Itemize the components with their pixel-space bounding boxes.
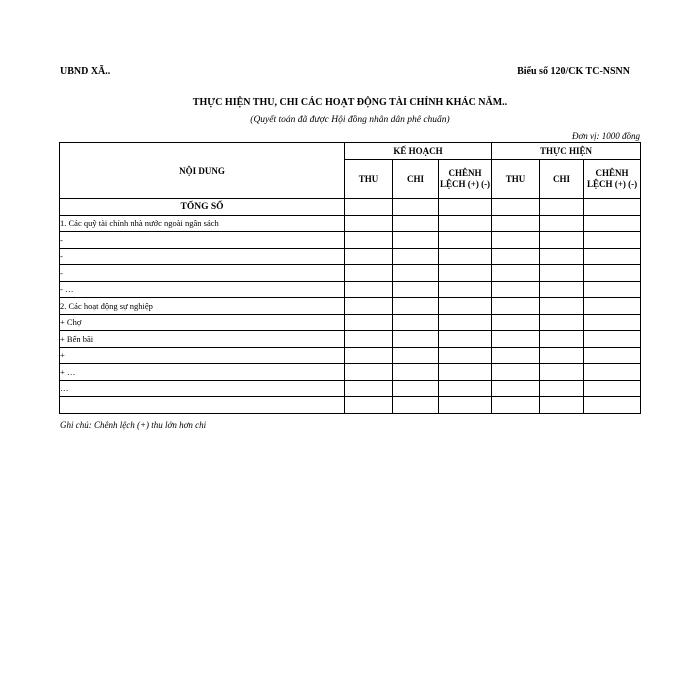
row-label: TỔNG SỐ [60, 199, 345, 216]
cell [584, 364, 641, 381]
cell [584, 298, 641, 315]
row-label: 2. Các hoạt động sự nghiệp [60, 298, 345, 315]
cell [345, 364, 393, 381]
cell [492, 265, 540, 282]
cell [439, 331, 492, 348]
cell [345, 199, 393, 216]
cell [492, 364, 540, 381]
cell [345, 215, 393, 232]
cell [540, 331, 584, 348]
cell [439, 380, 492, 397]
cell [345, 265, 393, 282]
unit-label: Đơn vị: 1000 đồng [571, 131, 640, 141]
cell [584, 199, 641, 216]
header-actual-chi: CHI [540, 160, 584, 199]
cell [492, 347, 540, 364]
table-row [60, 397, 641, 414]
row-label: + Chợ [60, 314, 345, 331]
cell [439, 281, 492, 298]
cell [393, 281, 439, 298]
cell [345, 248, 393, 265]
cell [439, 248, 492, 265]
table-row [60, 314, 641, 331]
cell [584, 347, 641, 364]
cell [492, 248, 540, 265]
cell [345, 298, 393, 315]
cell [540, 314, 584, 331]
document-subtitle: (Quyết toán đã được Hội đồng nhân dân phê chuẩn) [250, 115, 450, 125]
table-row [60, 331, 641, 348]
footnote: Ghi chú: Chênh lệch (+) thu lớn hơn chi [60, 420, 207, 430]
table-row [60, 364, 641, 381]
row-label: - [60, 265, 345, 282]
cell [393, 298, 439, 315]
table-row [60, 347, 641, 364]
cell [492, 314, 540, 331]
cell [584, 331, 641, 348]
row-label: - … [60, 281, 345, 298]
table-row [60, 199, 641, 216]
cell [439, 232, 492, 249]
cell [540, 232, 584, 249]
cell [345, 281, 393, 298]
table-row [60, 248, 641, 265]
cell [492, 281, 540, 298]
cell [393, 397, 439, 414]
header-content: NỘI DUNG [60, 143, 345, 199]
table-row [60, 232, 641, 249]
cell [492, 199, 540, 216]
cell [584, 215, 641, 232]
row-label: - [60, 232, 345, 249]
cell [584, 281, 641, 298]
header-plan-chi: CHI [393, 160, 439, 199]
cell [584, 265, 641, 282]
header-plan: KẾ HOẠCH [345, 143, 492, 160]
cell [584, 397, 641, 414]
issuer-label: UBND XÃ.. [60, 66, 111, 77]
cell [439, 215, 492, 232]
table-row [60, 380, 641, 397]
cell [393, 380, 439, 397]
cell [393, 232, 439, 249]
form-number: Biểu số 120/CK TC-NSNN [517, 66, 630, 77]
cell [345, 347, 393, 364]
cell [540, 364, 584, 381]
cell [439, 265, 492, 282]
cell [492, 298, 540, 315]
cell [492, 215, 540, 232]
cell [393, 265, 439, 282]
table-row [60, 298, 641, 315]
cell [439, 298, 492, 315]
cell [540, 397, 584, 414]
cell [439, 364, 492, 381]
row-label [60, 397, 345, 414]
cell [584, 380, 641, 397]
table-row [60, 215, 641, 232]
finance-table [59, 142, 641, 414]
cell [492, 232, 540, 249]
table-row [60, 281, 641, 298]
cell [584, 314, 641, 331]
cell [345, 314, 393, 331]
header-actual-thu: THU [492, 160, 540, 199]
cell [540, 380, 584, 397]
document-title: THỰC HIỆN THU, CHI CÁC HOẠT ĐỘNG TÀI CHÍNH KHÁC NĂM.. [192, 97, 508, 108]
cell [393, 215, 439, 232]
cell [393, 248, 439, 265]
cell [492, 397, 540, 414]
row-label: + [60, 347, 345, 364]
cell [540, 248, 584, 265]
row-label: - [60, 248, 345, 265]
cell [439, 199, 492, 216]
cell [540, 281, 584, 298]
header-plan-thu: THU [345, 160, 393, 199]
header-plan-diff: CHÊNH LỆCH (+) (-) [439, 160, 492, 199]
cell [492, 331, 540, 348]
cell [540, 347, 584, 364]
cell [439, 397, 492, 414]
row-label: + … [60, 364, 345, 381]
header-actual-diff: CHÊNH LỆCH (+) (-) [584, 160, 641, 199]
header-actual: THỰC HIỆN [492, 143, 641, 160]
cell [540, 199, 584, 216]
table-row [60, 265, 641, 282]
row-label: 1. Các quỹ tài chính nhà nước ngoài ngân sách [60, 215, 345, 232]
cell [393, 364, 439, 381]
cell [345, 331, 393, 348]
cell [393, 314, 439, 331]
cell [345, 397, 393, 414]
row-label: … [60, 380, 345, 397]
cell [584, 248, 641, 265]
cell [345, 232, 393, 249]
cell [584, 232, 641, 249]
cell [540, 298, 584, 315]
cell [393, 199, 439, 216]
cell [439, 314, 492, 331]
cell [393, 331, 439, 348]
cell [540, 265, 584, 282]
cell [345, 380, 393, 397]
row-label: + Bến bãi [60, 331, 345, 348]
cell [393, 347, 439, 364]
cell [540, 215, 584, 232]
cell [492, 380, 540, 397]
cell [439, 347, 492, 364]
